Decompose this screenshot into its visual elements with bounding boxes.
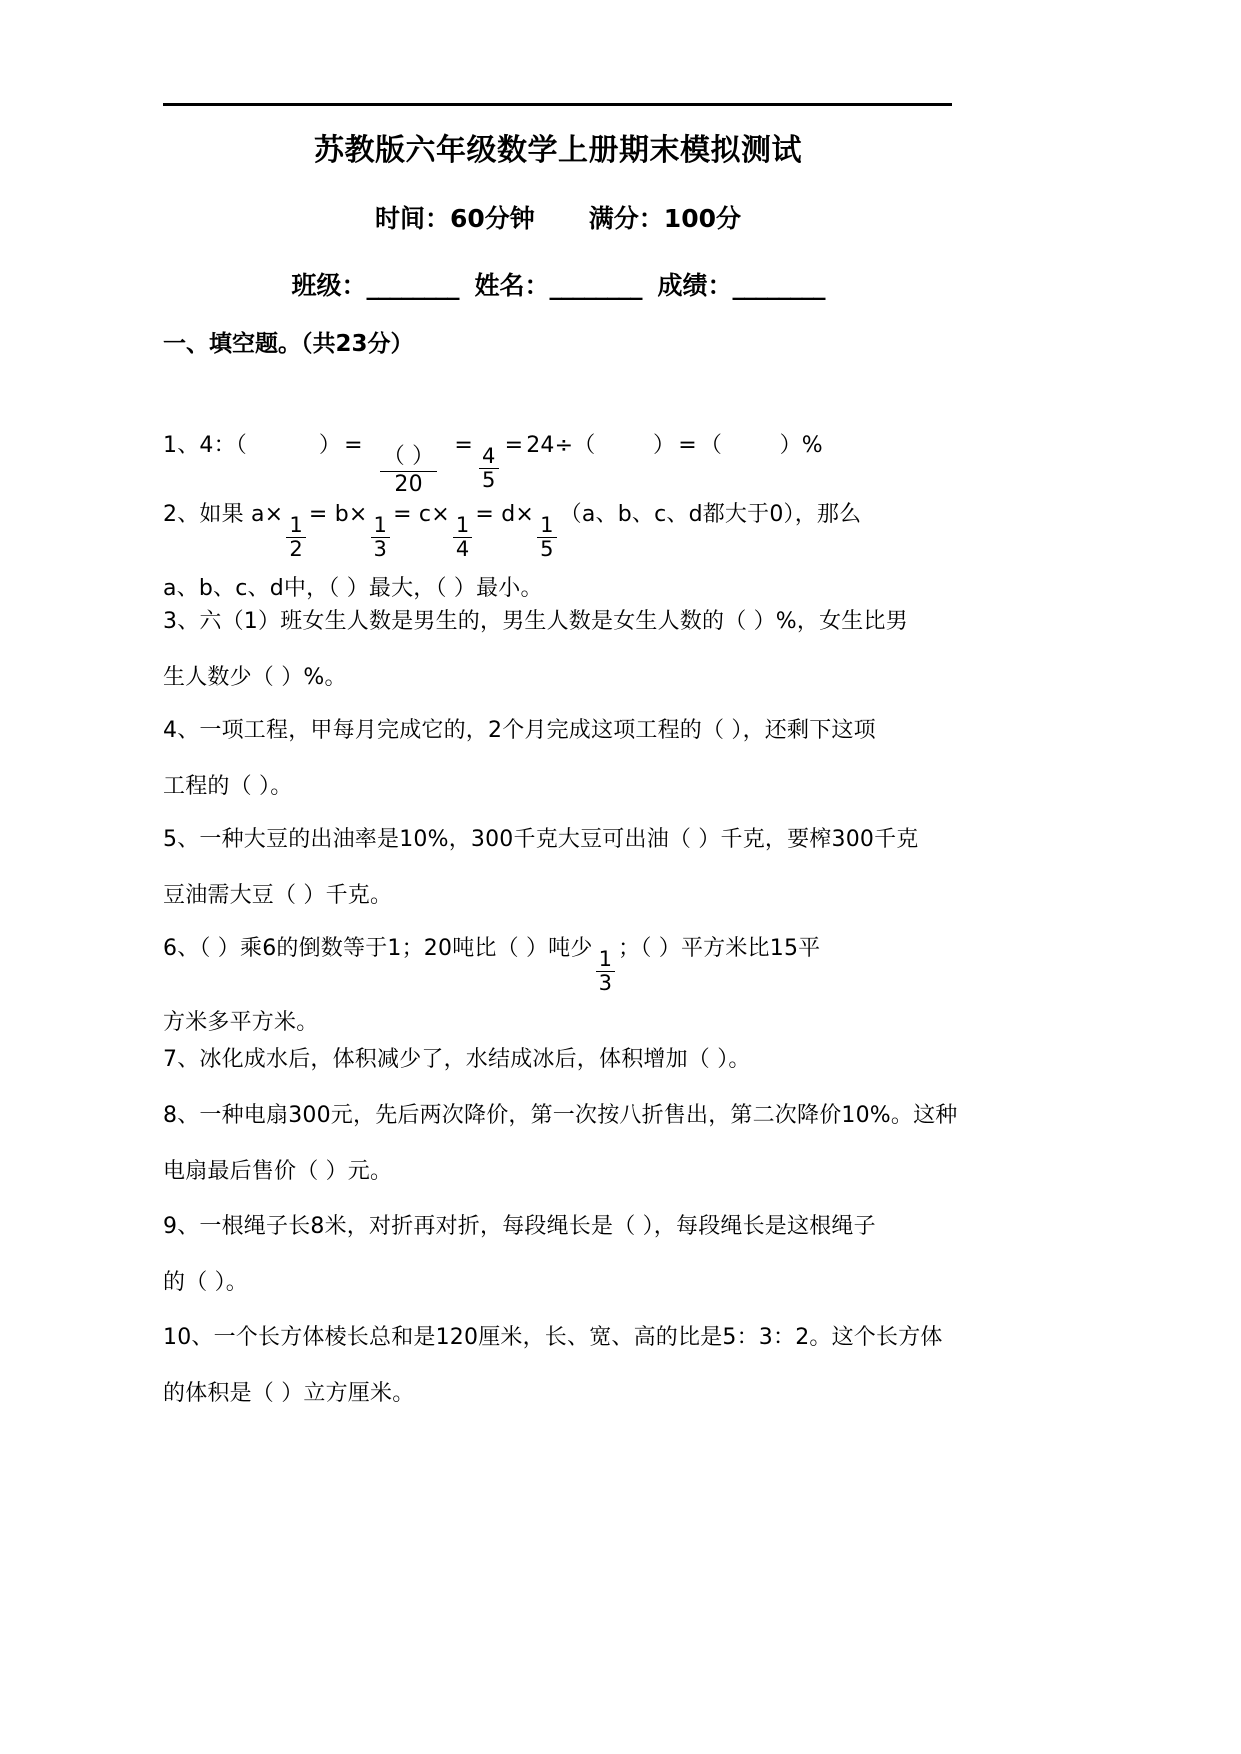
question-2-fraction-4-denominator: 5 bbox=[537, 537, 557, 560]
name-label: 姓名： bbox=[474, 271, 550, 300]
question-6-text-a[interactable]: （ ）乘6的倒数等于1；20吨比（ ）吨少 bbox=[199, 936, 593, 961]
question-1-part-3[interactable]: （ ）% bbox=[699, 433, 823, 458]
question-7 bbox=[163, 1032, 953, 1088]
question-9-line-2[interactable]: 的（ ）。 bbox=[163, 1270, 248, 1295]
section-points: （共23分） bbox=[301, 331, 414, 357]
question-5-line-2[interactable]: 豆油需大豆（ ）千克。 bbox=[163, 883, 393, 908]
question-1-eq-3: = bbox=[504, 433, 524, 458]
question-2-fraction-3-numerator: 1 bbox=[455, 512, 470, 537]
student-info-row bbox=[163, 270, 953, 301]
question-10-line-2[interactable]: 的体积是（ ）立方厘米。 bbox=[163, 1381, 415, 1406]
question-10-text-1: 一个长方体棱长总和是120厘米，长、宽、高的比是5：3：2。这个长方体 bbox=[213, 1325, 943, 1350]
question-10 bbox=[163, 1310, 953, 1422]
question-2-text-a: 如果 a× bbox=[199, 502, 284, 527]
question-2-fraction-1-denominator: 2 bbox=[286, 537, 306, 560]
question-2-fraction-1 bbox=[286, 512, 306, 562]
page-title: 苏教版六年级数学上册期末模拟测试 bbox=[314, 133, 802, 168]
question-1-line-1 bbox=[163, 418, 953, 496]
question-10-number: 10、 bbox=[163, 1325, 214, 1350]
question-4-line-2[interactable]: 工程的（ ）。 bbox=[163, 774, 293, 799]
question-10-line-1 bbox=[163, 1310, 953, 1366]
class-blank[interactable]: ________ bbox=[366, 271, 459, 300]
question-5-number: 5、 bbox=[163, 827, 200, 852]
question-4 bbox=[163, 703, 953, 815]
question-2-fraction-3 bbox=[453, 512, 473, 562]
question-9-number: 9、 bbox=[163, 1214, 200, 1239]
section-heading-label: 一、填空题。 bbox=[163, 331, 301, 357]
question-2-line-2[interactable]: a、b、c、d中，（ ）最大，（ ）最小。 bbox=[163, 575, 543, 601]
question-4-text-1[interactable]: 一项工程，甲每月完成它的，2个月完成这项工程的（ ），还剩下这项 bbox=[199, 718, 876, 743]
question-5-line-1 bbox=[163, 812, 953, 868]
question-1-part-1[interactable]: 4：（ ） bbox=[199, 433, 342, 458]
question-2-number: 2、 bbox=[163, 502, 200, 527]
question-6-number: 6、 bbox=[163, 936, 200, 961]
question-3-line-2[interactable]: 生人数少（ ）%。 bbox=[163, 665, 347, 690]
question-1-part-2[interactable]: 24÷（ ） bbox=[526, 433, 676, 458]
question-2-fraction-2-denominator: 3 bbox=[371, 537, 391, 560]
question-6-text-b[interactable]: ；（ ）平方米比15平 bbox=[618, 936, 821, 961]
exam-total-score: 满分：100分 bbox=[588, 204, 741, 233]
name-blank[interactable]: ________ bbox=[549, 271, 642, 300]
exam-meta-row bbox=[163, 203, 953, 234]
question-3 bbox=[163, 594, 953, 706]
name-field bbox=[474, 270, 641, 301]
question-1-fraction-2-numerator: 4 bbox=[482, 443, 496, 468]
question-9-line-1 bbox=[163, 1199, 953, 1255]
question-2-text-b: = b× bbox=[308, 502, 368, 527]
question-1-eq-2: = bbox=[454, 433, 474, 458]
question-3-line-1 bbox=[163, 594, 953, 650]
question-2-text-c: = c× bbox=[393, 502, 450, 527]
question-7-number: 7、 bbox=[163, 1047, 200, 1072]
question-4-line-1 bbox=[163, 703, 953, 759]
question-2-text-e: （a、b、c、d都大于0），那么 bbox=[559, 502, 862, 527]
class-field bbox=[291, 270, 458, 301]
question-2-fraction-1-numerator: 1 bbox=[289, 512, 303, 537]
question-1-eq-4: = bbox=[678, 433, 697, 458]
question-1-number: 1、 bbox=[163, 433, 200, 458]
score-label: 成绩： bbox=[657, 271, 733, 300]
question-8 bbox=[163, 1088, 958, 1200]
question-8-line-2[interactable]: 电扇最后售价（ ）元。 bbox=[163, 1159, 393, 1184]
question-9 bbox=[163, 1199, 953, 1311]
question-2-fraction-4 bbox=[537, 512, 557, 562]
question-2-fraction-2 bbox=[371, 512, 391, 562]
class-label: 班级： bbox=[291, 271, 367, 300]
question-1-fraction-1-denominator: 20 bbox=[380, 471, 436, 496]
question-6-fraction-1 bbox=[596, 946, 616, 996]
question-1-eq-1: = bbox=[344, 433, 363, 458]
question-1 bbox=[163, 418, 953, 496]
question-3-number: 3、 bbox=[163, 609, 200, 634]
question-3-text-1[interactable]: 六（1）班女生人数是男生的，男生人数是女生人数的（ ）%，女生比男 bbox=[199, 609, 908, 634]
question-8-number: 8、 bbox=[163, 1103, 200, 1128]
question-8-line-1 bbox=[163, 1088, 958, 1144]
question-6-line-2: 方米多平方米。 bbox=[163, 1009, 319, 1035]
question-2-fraction-4-numerator: 1 bbox=[540, 512, 554, 537]
question-1-fraction-1-numerator[interactable]: （ ） bbox=[382, 444, 435, 470]
question-4-number: 4、 bbox=[163, 718, 200, 743]
score-blank[interactable]: ________ bbox=[732, 271, 825, 300]
score-field bbox=[658, 270, 825, 301]
question-2-line-1 bbox=[163, 487, 953, 561]
question-6-fraction-1-denominator: 3 bbox=[596, 971, 616, 994]
section-heading-fill-in-blanks bbox=[163, 330, 414, 360]
question-1-fraction-2 bbox=[479, 443, 499, 493]
exam-duration: 时间：60分钟 bbox=[375, 204, 535, 233]
question-2-fraction-3-denominator: 4 bbox=[453, 537, 473, 560]
question-5-text-1[interactable]: 一种大豆的出油率是10%，300千克大豆可出油（ ）千克，要榨300千克 bbox=[199, 827, 919, 852]
question-8-text-1: 一种电扇300元，先后两次降价，第一次按八折售出，第二次降价10%。这种 bbox=[199, 1103, 958, 1128]
question-6-line-1 bbox=[163, 921, 953, 995]
question-9-text-1[interactable]: 一根绳子长8米，对折再对折，每段绳长是（ ），每段绳长是这根绳子 bbox=[199, 1214, 876, 1239]
question-1-fraction-2-denominator: 5 bbox=[479, 468, 499, 491]
question-2-text-d: = d× bbox=[475, 502, 535, 527]
question-2-fraction-2-numerator: 1 bbox=[373, 512, 388, 537]
question-7-text-1[interactable]: 冰化成水后，体积减少了，水结成冰后，体积增加（ ）。 bbox=[199, 1047, 751, 1072]
header-divider bbox=[163, 103, 952, 106]
question-7-line-1 bbox=[163, 1032, 953, 1088]
question-6-fraction-1-numerator: 1 bbox=[598, 946, 613, 971]
question-5 bbox=[163, 812, 953, 924]
